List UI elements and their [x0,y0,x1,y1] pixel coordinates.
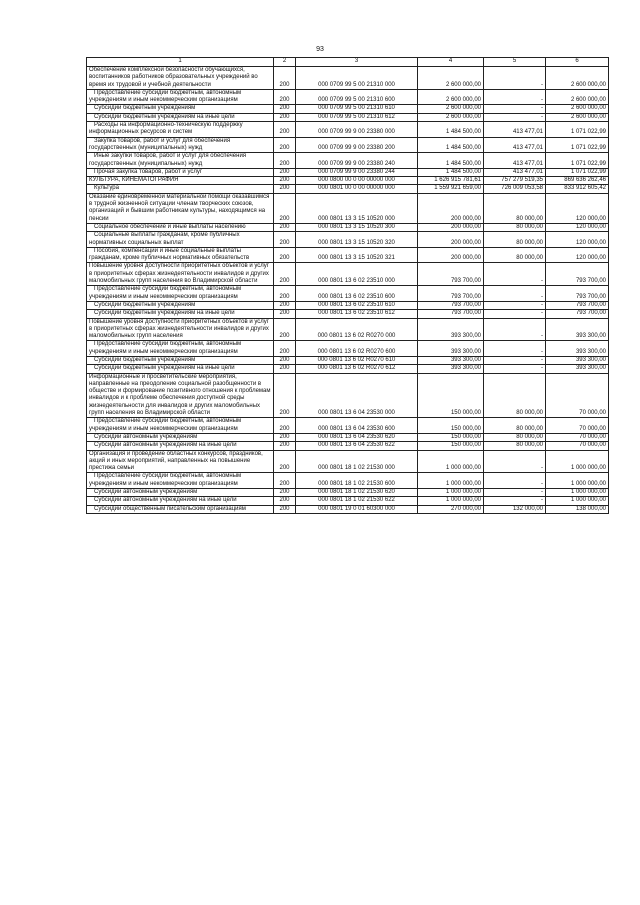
row-planned: 393 300,00 [418,341,484,357]
row-kind: 200 [274,168,296,176]
row-kind: 200 [274,442,296,450]
row-remaining: 1 071 022,99 [546,168,609,176]
row-kind: 200 [274,286,296,302]
row-executed: - [484,489,546,497]
row-kind: 200 [274,89,296,105]
row-name: Повышение уровня доступности приоритетных объектов и услуг в приоритетных сферах жизнедеятельности инвалидов и других маломобильных групп населения во Владимирской области [87,263,274,286]
row-remaining: 1 000 000,00 [546,450,609,473]
row-code: 000 0801 13 6 04 23530 622 [296,442,418,450]
row-executed: - [484,356,546,364]
row-name: Субсидии автономным учреждениям на иные цели [87,497,274,505]
row-executed: - [484,89,546,105]
row-kind: 200 [274,232,296,248]
row-kind: 200 [274,193,296,223]
row-planned: 1 484 500,00 [418,153,484,169]
row-remaining: 393 300,00 [546,365,609,373]
row-code: 000 0709 99 9 00 23380 000 [296,122,418,138]
table-row [87,223,609,231]
row-executed: 80 000,00 [484,232,546,248]
row-executed: 80 000,00 [484,433,546,441]
row-code: 000 0801 13 6 04 23530 600 [296,418,418,434]
row-planned: 1 484 500,00 [418,137,484,153]
row-kind: 200 [274,318,296,341]
row-name: Предоставление субсидий бюджетным, автономным учреждениям и иным некоммерческим организациям [87,418,274,434]
row-remaining: 1 071 022,99 [546,122,609,138]
header-col-5: 5 [484,58,546,67]
table-row [87,247,609,263]
budget-table [86,57,609,514]
row-name: Организация и проведение областных конкурсов, праздников, акций и иных мероприятий, направленных на повышение престижа семьи [87,450,274,473]
table-row [87,168,609,176]
row-name: Предоставление субсидий бюджетным, автономным учреждениям и иным некоммерческим организациям [87,341,274,357]
row-remaining: 2 600 000,00 [546,113,609,121]
row-code: 000 0801 13 6 02 R0270 000 [296,318,418,341]
row-name: Иные закупки товаров, работ и услуг для обеспечения государственных (муниципальных) нужд [87,153,274,169]
table-row [87,418,609,434]
row-code: 000 0801 13 3 15 10520 321 [296,247,418,263]
table-row [87,365,609,373]
row-code: 000 0709 99 5 00 21310 610 [296,105,418,113]
row-code: 000 0800 00 0 00 00000 000 [296,177,418,185]
row-remaining: 70 000,00 [546,442,609,450]
table-row [87,433,609,441]
row-remaining: 70 000,00 [546,418,609,434]
header-col-1: 1 [87,58,274,67]
row-code: 000 0801 13 6 02 23510 000 [296,263,418,286]
row-kind: 200 [274,137,296,153]
page-number: 93 [316,46,324,53]
row-remaining: 120 000,00 [546,232,609,248]
row-code: 000 0801 00 0 00 00000 000 [296,185,418,193]
row-name: Субсидии бюджетным учреждениям [87,356,274,364]
row-kind: 200 [274,505,296,513]
row-planned: 1 000 000,00 [418,473,484,489]
row-planned: 793 700,00 [418,263,484,286]
row-name: Информационные и просветительские мероприятия, направленные на преодоление социальной разобщенности в обществе и формирование позитивного отношения к проблемам инвалидов и к проблеме обеспечения доступной среды жизнедеятельности для инвалидов и других маломобильных групп населения во Владимирской области [87,373,274,418]
row-planned: 2 600 000,00 [418,105,484,113]
table-row [87,505,609,513]
row-executed: - [484,365,546,373]
row-code: 000 0801 13 3 15 10520 300 [296,223,418,231]
row-remaining: 793 700,00 [546,263,609,286]
row-kind: 200 [274,356,296,364]
row-executed: 80 000,00 [484,223,546,231]
row-executed: 413 477,01 [484,137,546,153]
row-planned: 150 000,00 [418,442,484,450]
row-name: Субсидии бюджетным учреждениям на иные цели [87,365,274,373]
row-kind: 200 [274,247,296,263]
row-executed: - [484,450,546,473]
table-row [87,153,609,169]
row-name: Социальные выплаты гражданам, кроме публичных нормативных социальных выплат [87,232,274,248]
row-planned: 2 600 000,00 [418,67,484,90]
row-executed: 80 000,00 [484,247,546,263]
row-name: Субсидии автономным учреждениям [87,433,274,441]
row-name: Субсидии бюджетным учреждениям на иные цели [87,113,274,121]
row-executed: - [484,473,546,489]
row-kind: 200 [274,489,296,497]
row-remaining: 393 300,00 [546,356,609,364]
row-remaining: 393 300,00 [546,318,609,341]
row-executed: - [484,105,546,113]
row-kind: 200 [274,122,296,138]
table-row [87,473,609,489]
row-planned: 393 300,00 [418,356,484,364]
row-remaining: 1 071 022,99 [546,153,609,169]
row-planned: 150 000,00 [418,418,484,434]
row-kind: 200 [274,373,296,418]
row-name: КУЛЬТУРА, КИНЕМАТОГРАФИЯ [87,177,274,185]
row-executed: 726 009 053,58 [484,185,546,193]
row-code: 000 0801 13 6 04 23530 000 [296,373,418,418]
row-executed: - [484,263,546,286]
row-kind: 200 [274,113,296,121]
row-name: Расходы на информационно-техническую поддержку информационных ресурсов и систем [87,122,274,138]
row-code: 000 0801 13 6 04 23530 620 [296,433,418,441]
row-name: Предоставление субсидий бюджетным, автономным учреждениям и иным некоммерческим организациям [87,89,274,105]
row-name: Оказание единовременной материальной помощи оказавшимся в трудной жизненной ситуации членам творческих союзов, организаций и бывшим работникам культуры, находящимся на пенсии [87,193,274,223]
row-name: Культура [87,185,274,193]
row-planned: 200 000,00 [418,247,484,263]
row-executed: 132 000,00 [484,505,546,513]
row-remaining: 120 000,00 [546,223,609,231]
row-executed: 80 000,00 [484,418,546,434]
row-planned: 793 700,00 [418,301,484,309]
table-row [87,497,609,505]
row-executed: - [484,286,546,302]
row-code: 000 0709 99 5 00 21310 600 [296,89,418,105]
row-kind: 200 [274,310,296,318]
row-kind: 200 [274,365,296,373]
row-planned: 793 700,00 [418,286,484,302]
row-executed: - [484,310,546,318]
row-name: Пособия, компенсации и иные социальные выплаты гражданам, кроме публичных нормативных обязательств [87,247,274,263]
table-row [87,105,609,113]
row-planned: 270 000,00 [418,505,484,513]
row-remaining: 70 000,00 [546,373,609,418]
row-remaining: 393 300,00 [546,341,609,357]
row-executed: 413 477,01 [484,153,546,169]
row-name: Субсидии общественным писательским организациям [87,505,274,513]
row-code: 000 0801 13 6 02 R0270 610 [296,356,418,364]
row-planned: 1 484 500,00 [418,168,484,176]
row-executed: - [484,67,546,90]
row-kind: 200 [274,497,296,505]
row-name: Обеспечение комплексной безопасности обучающихся, воспитанников работников образовательных учреждений во время их трудовой и учебной деятельности [87,67,274,90]
row-code: 000 0801 13 3 15 10520 000 [296,193,418,223]
row-executed: 80 000,00 [484,442,546,450]
row-remaining: 2 600 000,00 [546,67,609,90]
row-planned: 200 000,00 [418,193,484,223]
row-planned: 150 000,00 [418,373,484,418]
row-remaining: 793 700,00 [546,310,609,318]
row-kind: 200 [274,450,296,473]
table-row [87,341,609,357]
row-name: Социальное обеспечение и иные выплаты населению [87,223,274,231]
row-planned: 1 000 000,00 [418,450,484,473]
table-row [87,67,609,90]
row-executed: 413 477,01 [484,122,546,138]
row-kind: 200 [274,473,296,489]
header-col-2: 2 [274,58,296,67]
row-kind: 200 [274,433,296,441]
row-planned: 393 300,00 [418,318,484,341]
row-kind: 200 [274,185,296,193]
table-header-row [87,58,609,67]
row-planned: 2 600 000,00 [418,113,484,121]
row-code: 000 0709 99 9 00 23380 244 [296,168,418,176]
row-kind: 200 [274,301,296,309]
table-row [87,232,609,248]
row-planned: 393 300,00 [418,365,484,373]
row-name: Прочая закупка товаров, работ и услуг [87,168,274,176]
row-executed: 413 477,01 [484,168,546,176]
header-col-4: 4 [418,58,484,67]
row-code: 000 0801 19 0 01 60300 000 [296,505,418,513]
row-planned: 1 559 921 659,00 [418,185,484,193]
table-row [87,489,609,497]
table-row [87,177,609,185]
row-planned: 1 484 500,00 [418,122,484,138]
row-remaining: 2 600 000,00 [546,105,609,113]
table-row [87,122,609,138]
table-row [87,185,609,193]
row-remaining: 793 700,00 [546,286,609,302]
table-row [87,137,609,153]
row-kind: 200 [274,341,296,357]
row-kind: 200 [274,67,296,90]
row-name: Предоставление субсидий бюджетным, автономным учреждениям и иным некоммерческим организациям [87,473,274,489]
row-code: 000 0709 99 9 00 23380 200 [296,137,418,153]
row-executed: - [484,113,546,121]
row-code: 000 0801 18 1 02 21530 620 [296,489,418,497]
row-planned: 1 000 000,00 [418,497,484,505]
table-row [87,286,609,302]
row-remaining: 2 600 000,00 [546,89,609,105]
row-kind: 200 [274,153,296,169]
row-executed: - [484,341,546,357]
row-executed: 80 000,00 [484,373,546,418]
row-kind: 200 [274,263,296,286]
row-code: 000 0801 18 1 02 21530 600 [296,473,418,489]
row-kind: 200 [274,105,296,113]
row-name: Субсидии автономным учреждениям на иные цели [87,442,274,450]
row-remaining: 120 000,00 [546,247,609,263]
row-code: 000 0801 13 6 02 23510 600 [296,286,418,302]
table-row [87,318,609,341]
row-name: Субсидии бюджетным учреждениям [87,301,274,309]
row-name: Предоставление субсидий бюджетным, автономным учреждениям и иным некоммерческим организациям [87,286,274,302]
row-kind: 200 [274,418,296,434]
row-planned: 793 700,00 [418,310,484,318]
row-code: 000 0709 99 9 00 23380 240 [296,153,418,169]
row-kind: 200 [274,177,296,185]
row-remaining: 1 000 000,00 [546,497,609,505]
row-remaining: 793 700,00 [546,301,609,309]
row-planned: 200 000,00 [418,232,484,248]
table-row [87,450,609,473]
row-remaining: 1 000 000,00 [546,473,609,489]
row-code: 000 0801 18 1 02 21530 000 [296,450,418,473]
table-row [87,373,609,418]
row-code: 000 0801 13 6 02 23510 610 [296,301,418,309]
row-planned: 1 000 000,00 [418,489,484,497]
table-row [87,263,609,286]
row-executed: - [484,497,546,505]
table-row [87,89,609,105]
row-name: Закупка товаров, работ и услуг для обеспечения государственных (муниципальных) нужд [87,137,274,153]
row-kind: 200 [274,223,296,231]
row-planned: 200 000,00 [418,223,484,231]
table-row [87,310,609,318]
header-col-3: 3 [296,58,418,67]
row-executed: - [484,301,546,309]
row-remaining: 138 000,00 [546,505,609,513]
table-row [87,356,609,364]
row-code: 000 0801 13 6 02 R0270 612 [296,365,418,373]
table-row [87,442,609,450]
row-code: 000 0801 13 6 02 23510 612 [296,310,418,318]
row-name: Субсидии бюджетным учреждениям [87,105,274,113]
row-code: 000 0801 13 3 15 10520 320 [296,232,418,248]
row-remaining: 120 000,00 [546,193,609,223]
header-col-6: 6 [546,58,609,67]
table-row [87,301,609,309]
table-row [87,113,609,121]
row-remaining: 70 000,00 [546,433,609,441]
row-remaining: 869 636 262,46 [546,177,609,185]
row-executed: 757 279 519,35 [484,177,546,185]
row-executed: - [484,318,546,341]
row-planned: 1 626 915 781,61 [418,177,484,185]
row-remaining: 1 000 000,00 [546,489,609,497]
row-code: 000 0801 18 1 02 21530 622 [296,497,418,505]
row-planned: 150 000,00 [418,433,484,441]
row-remaining: 833 912 605,42 [546,185,609,193]
row-name: Субсидии бюджетным учреждениям на иные цели [87,310,274,318]
row-code: 000 0709 99 5 00 21310 000 [296,67,418,90]
row-planned: 2 600 000,00 [418,89,484,105]
row-name: Субсидии автономным учреждениям [87,489,274,497]
row-remaining: 1 071 022,99 [546,137,609,153]
row-executed: 80 000,00 [484,193,546,223]
table-row [87,193,609,223]
row-code: 000 0709 99 5 00 21310 612 [296,113,418,121]
row-code: 000 0801 13 6 02 R0270 600 [296,341,418,357]
row-name: Повышение уровня доступности приоритетных объектов и услуг в приоритетных сферах жизнедеятельности инвалидов и других маломобильных групп населения [87,318,274,341]
